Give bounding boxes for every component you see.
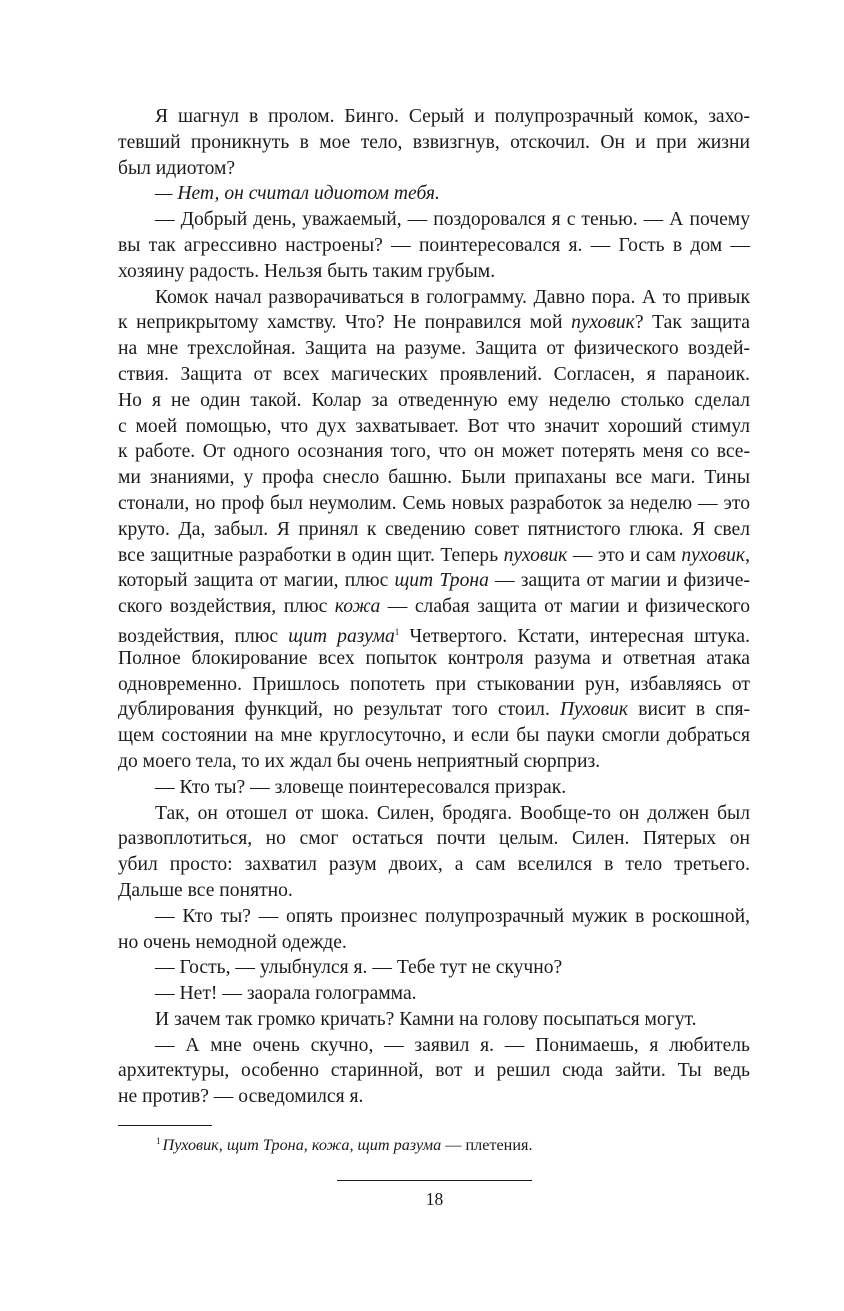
footnote-number: 1 [156,1136,161,1146]
text-segment: — слабая защита от магии и физического [380,596,750,618]
text-segment: который защита от магии, плюс [118,570,395,592]
text-segment: , [745,544,750,566]
italic-phrase: кожа [334,596,381,618]
text-line: Я шагнул в пролом. Бинго. Серый и полупрозрачный комок, захо- [155,106,750,127]
italic-phrase: пуховик [571,312,635,334]
text-segment: висит в спя- [628,699,750,721]
italic-phrase: — Нет, он считал идиотом тебя. [155,183,440,205]
footnote-marker: 1 [394,626,400,637]
text-line: одновременно. Пришлось попотеть при стыковании рун, избавляясь от [118,673,750,695]
text-line [118,543,750,569]
text-line: убил просто: захватил разум двоих, а сам вселился в тело третьего. [118,854,750,876]
text-line: Полное блокирование всех попыток контроля разума и ответная атака [118,647,750,669]
italic-phrase: Пуховик [560,699,629,721]
text-line [118,568,750,594]
text-segment: ского воздействия, плюс [118,596,335,618]
text-line [118,181,750,207]
text-line: щем состоянии на мне круглосуточно, и если бы пауки смогли добраться [118,725,750,747]
page-number-rule [337,1180,532,1181]
text-line: на мне трехслойная. Защита на разуме. Защита от физического воздей- [118,338,750,360]
text-line: — А мне очень скучно, — заявил я. — Понимаешь, я любитель [155,1034,750,1056]
text-line: до моего тела, то их ждал бы очень неприятный сюрприз. [118,750,601,772]
text-line: ствия. Защита от всех магических проявлений. Согласен, я параноик. [118,363,750,385]
text-line: хозяину радость. Нельзя быть таким грубым. [118,260,496,282]
text-line: к работе. От одного осознания того, что он может потерять меня со все- [118,441,750,463]
text-segment: — это и сам [567,544,682,566]
text-line: круто. Да, забыл. Я принял к сведению совет пятнистого глюка. Я свел [118,518,750,540]
text-line [118,697,750,723]
text-segment: Четвертого. Кстати, интересная штука. [399,625,750,647]
italic-phrase: пуховик [681,544,746,566]
text-line: не против? — осведомился я. [118,1086,364,1108]
footnote-text: — плетения. [441,1136,533,1154]
text-line: Но я не один такой. Колар за отведенную ему неделю столько сделал [118,389,750,411]
text-line: вы так агрессивно настроены? — поинтересовался я. — Гость в дом — [118,234,750,256]
text-line: И зачем так громко кричать? Камни на голову посыпаться могут. [155,1008,697,1030]
text-line: Дальше все понятно. [118,879,293,901]
text-segment: — защита от магии и физиче- [488,570,750,592]
text-line: — Нет! — заорала голограмма. [155,983,417,1005]
page-number: 18 [425,1189,444,1209]
text-line: Комок начал разворачиваться в голограмму. Давно пора. А то привык [155,286,750,308]
text-line: архитектуры, особенно старинной, вот и решил сюда зайти. Ты ведь [118,1060,750,1082]
text-line: был идиотом? [118,157,236,179]
footnote [156,1128,533,1158]
text-segment: ? Так защита [634,312,751,334]
text-line: но очень немодной одежде. [118,931,347,953]
text-segment: к неприкрытому хамству. Что? Не понравился мой [118,312,572,334]
text-segment: воздействия, плюс [118,625,289,647]
text-segment: дублирования функций, но результат того стоил. [118,699,561,721]
italic-phrase: щит разума [288,625,395,647]
text-line: — Добрый день, уважаемый, — поздоровался я с тенью. — А почему [155,209,750,231]
text-line: развоплотиться, но смог остаться почти целым. Силен. Пятерых он [118,828,750,850]
text-line: с моей помощью, что дух захватывает. Вот что значит хороший стимул [118,415,750,437]
text-line: тевший проникнуть в мое тело, взвизгнув, отскочил. Он и при жизни [118,131,750,153]
text-line: — Гость, — улыбнулся я. — Тебе тут не скучно? [155,957,563,979]
text-line [118,310,750,336]
italic-phrase: щит Трона [394,570,489,592]
text-line: стонали, но проф был неумолим. Семь новых разработок за неделю — это [118,492,750,514]
footnote-italic: Пуховик, щит Трона, кожа, щит разума [162,1136,442,1154]
text-line: — Кто ты? — зловеще поинтересовался призрак. [155,776,567,798]
text-line: — Кто ты? — опять произнес полупрозрачный мужик в роскошной, [155,905,750,927]
footnote-divider [118,1125,212,1126]
italic-phrase: пуховик [503,544,568,566]
text-segment: все защитные разработки в один щит. Теперь [118,544,504,566]
text-line: Так, он отошел от шока. Силен, бродяга. Вообще-то он должен был [155,802,750,824]
body-text [118,104,750,1110]
text-line [118,594,750,620]
text-line: ми знаниями, у профа снесло башню. Были припаханы все маги. Тины [118,467,750,489]
text-line [118,620,750,646]
